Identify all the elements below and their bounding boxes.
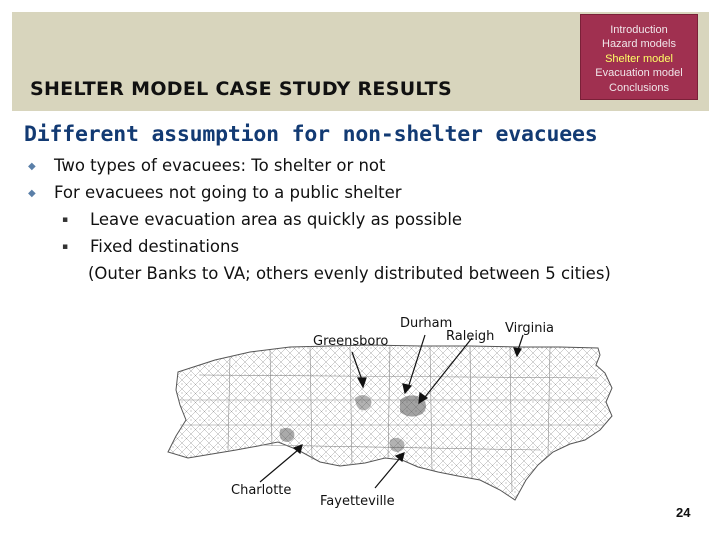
page-number: 24 [676, 505, 691, 520]
nc-state-outline [168, 345, 612, 500]
slide-title: SHELTER MODEL CASE STUDY RESULTS [30, 78, 452, 100]
main-heading: Different assumption for non-shelter evacuees [24, 122, 598, 147]
sub-bullet-square-icon: ▪ [62, 215, 69, 225]
bullet-diamond-icon: ◆ [28, 161, 36, 172]
charlotte-arrow [260, 450, 298, 482]
greensboro-label: Greensboro [313, 334, 389, 349]
destination-note: (Outer Banks to VA; others evenly distributed between 5 cities) [88, 264, 611, 283]
bullet-diamond-icon: ◆ [28, 188, 36, 199]
virginia-label: Virginia [505, 321, 555, 336]
sub-bullet-item: Fixed destinations [90, 237, 240, 256]
nav-item-introduction[interactable]: Introduction [610, 24, 668, 36]
fayetteville-arrow [375, 458, 400, 488]
sub-bullet-item: Leave evacuation area as quickly as possible [90, 210, 463, 229]
raleigh-label: Raleigh [446, 329, 495, 344]
nav-item-conclusions[interactable]: Conclusions [609, 81, 669, 94]
bullet-item: Two types of evacuees: To shelter or not [54, 156, 386, 175]
nav-item-hazard-models[interactable]: Hazard models [602, 38, 676, 51]
bullet-item: For evacuees not going to a public shelter [54, 183, 402, 202]
nav-item-shelter-model[interactable]: Shelter model [605, 52, 673, 65]
fayetteville-label: Fayetteville [320, 494, 395, 509]
charlotte-label: Charlotte [231, 483, 292, 498]
nav-item-evacuation-model[interactable]: Evacuation model [595, 67, 683, 80]
durham-label: Durham [400, 316, 453, 331]
sub-bullet-square-icon: ▪ [62, 242, 69, 252]
